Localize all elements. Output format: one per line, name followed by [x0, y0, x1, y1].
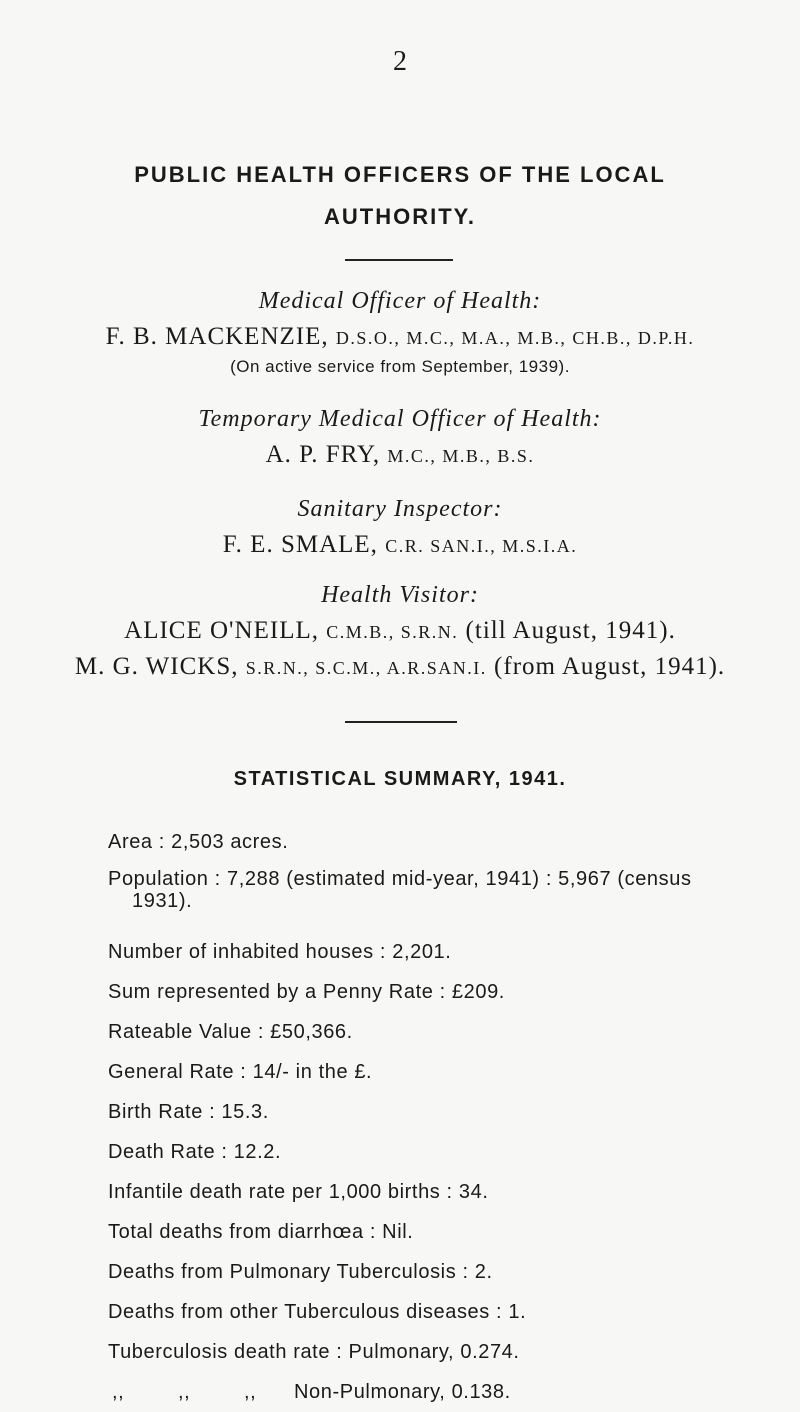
officer-entry [0, 653, 800, 681]
stat-non-pulmonary-value: Non-Pulmonary, 0.138. [294, 1381, 511, 1403]
stat-area: Area : 2,503 acres. [108, 831, 289, 853]
divider [345, 721, 457, 723]
temporary-officer-section [0, 406, 800, 469]
officer-name: ALICE O'NEILL, [124, 617, 319, 644]
officer-name: A. P. FRY, [265, 441, 381, 468]
stat-pulmonary-tb-deaths: Deaths from Pulmonary Tuberculosis : 2. [108, 1261, 493, 1283]
page-title [0, 154, 800, 238]
sanitary-inspector-section [0, 496, 800, 559]
officer-name: F. E. SMALE, [222, 531, 378, 558]
officer-name: F. B. MACKENZIE, [105, 323, 329, 350]
stat-death-rate: Death Rate : 12.2. [108, 1141, 282, 1163]
officer-qualifications: S.R.N., S.C.M., A.R.SAN.I. [245, 658, 487, 678]
ditto-mark: ,, [244, 1381, 257, 1403]
stat-tb-death-rate-non-pulmonary [108, 1372, 778, 1412]
role-label: Health Visitor: [321, 582, 479, 608]
officer-note: (till August, 1941). [465, 617, 676, 644]
stat-population [108, 862, 778, 932]
officer-entry [0, 323, 800, 351]
page-title-line-1: PUBLIC HEALTH OFFICERS OF THE LOCAL [134, 162, 666, 187]
stat-other-tb-deaths: Deaths from other Tuberculous diseases : 1. [108, 1301, 527, 1323]
stat-penny-rate: Sum represented by a Penny Rate : £209. [108, 981, 505, 1003]
page-number: 2 [393, 46, 407, 77]
officer-qualifications: D.S.O., M.C., M.A., M.B., CH.B., D.P.H. [335, 328, 695, 348]
stat-tb-death-rate: Tuberculosis death rate : Pulmonary, 0.274. [108, 1341, 520, 1363]
officer-qualifications: C.R. SAN.I., M.S.I.A. [385, 536, 578, 556]
stat-infantile-death-rate: Infantile death rate per 1,000 births : 34. [108, 1181, 489, 1203]
medical-officer-section [0, 288, 800, 377]
stat-general-rate: General Rate : 14/- in the £. [108, 1061, 373, 1083]
stat-population-continuation: 1931). [132, 890, 193, 912]
role-label: Sanitary Inspector: [297, 496, 503, 522]
role-label: Temporary Medical Officer of Health: [198, 406, 602, 432]
role-label: Medical Officer of Health: [258, 288, 542, 314]
ditto-mark: ,, [178, 1381, 191, 1403]
page-title-line-2: AUTHORITY. [324, 204, 476, 229]
divider [345, 259, 453, 261]
ditto-mark: ,, [112, 1381, 125, 1403]
officer-note: (On active service from September, 1939). [230, 357, 570, 376]
officer-entry [0, 531, 800, 559]
stat-population-line: Population : 7,288 (estimated mid-year, 1941) : 5,967 (census [108, 868, 692, 890]
officer-entry [0, 441, 800, 469]
officer-qualifications: C.M.B., S.R.N. [326, 622, 459, 642]
stat-inhabited-houses: Number of inhabited houses : 2,201. [108, 941, 452, 963]
stat-birth-rate: Birth Rate : 15.3. [108, 1101, 269, 1123]
health-visitor-section [0, 582, 800, 681]
officer-qualifications: M.C., M.B., B.S. [387, 446, 535, 466]
officer-name: M. G. WICKS, [74, 653, 239, 680]
officer-note: (from August, 1941). [494, 653, 726, 680]
summary-title: STATISTICAL SUMMARY, 1941. [233, 768, 567, 790]
stat-diarrhoea-deaths: Total deaths from diarrhœa : Nil. [108, 1221, 414, 1243]
officer-entry [0, 617, 800, 645]
stat-rateable-value: Rateable Value : £50,366. [108, 1021, 353, 1043]
statistics-list [108, 822, 778, 1412]
